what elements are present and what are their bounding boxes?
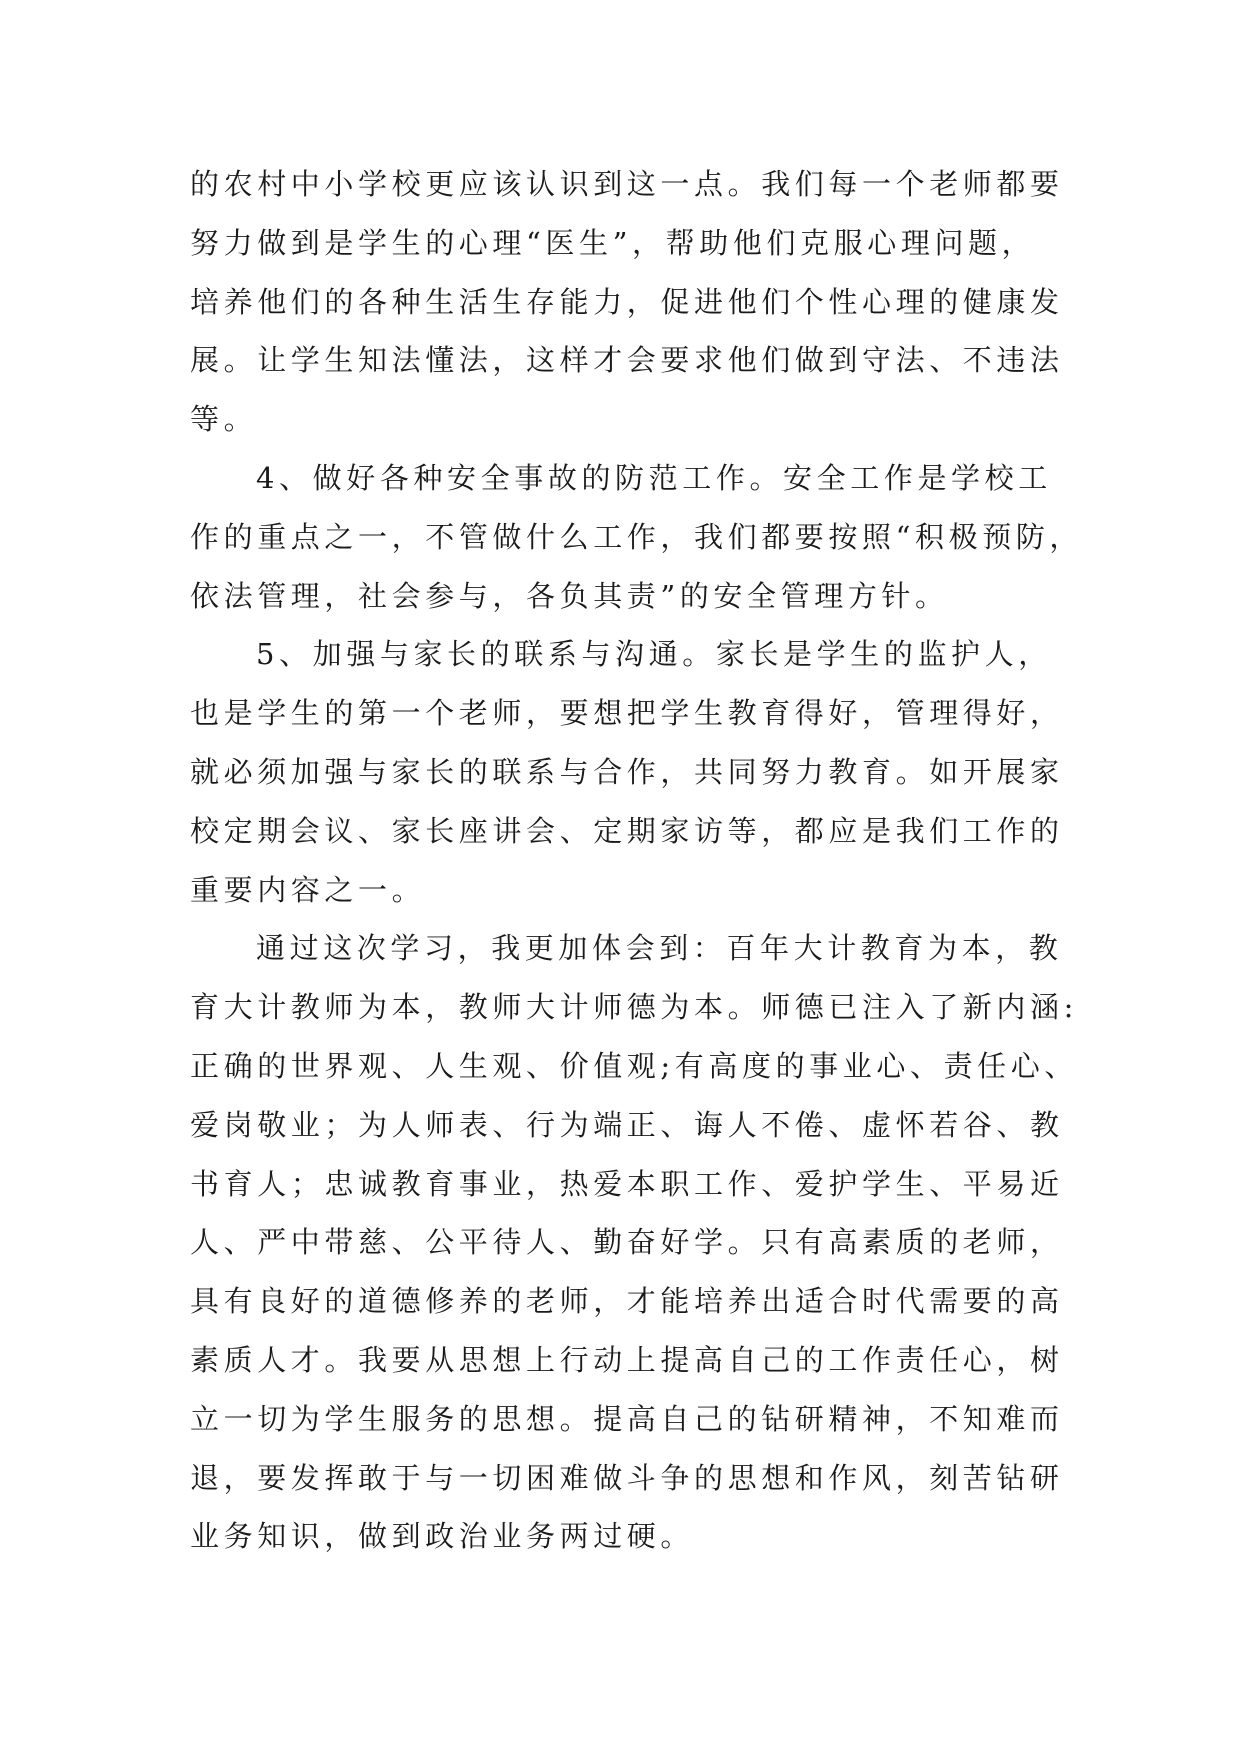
paragraph-first-line: 通过这次学习，我更加体会到：百年大计教育为本，教 <box>256 931 1063 966</box>
text-line: 等。 <box>190 402 258 437</box>
text-line: 重要内容之一。 <box>190 872 426 907</box>
text-line: 正确的世界观、人生观、价值观;有高度的事业心、责任心、 <box>190 1048 1078 1083</box>
text-line: 努力做到是学生的心理“医生”，帮助他们克服心理问题， <box>190 225 1036 260</box>
text-line: 育大计教师为本，教师大计师德为本。师德已注入了新内涵: <box>190 990 1078 1025</box>
text-line: 也是学生的第一个老师，要想把学生教育得好，管理得好， <box>190 696 1064 731</box>
text-line: 退，要发挥敢于与一切困难做斗争的思想和作风，刻苦钻研 <box>190 1460 1064 1495</box>
text-line: 作的重点之一，不管做什么工作，我们都要按照“积极预防， <box>190 519 1084 554</box>
text-line: 人、严中带慈、公平待人、勤奋好学。只有高素质的老师， <box>190 1225 1064 1260</box>
text-line: 立一切为学生服务的思想。提高自己的钻研精神，不知难而 <box>190 1401 1064 1436</box>
text-line: 校定期会议、家长座讲会、定期家访等，都应是我们工作的 <box>190 813 1064 848</box>
paragraph-first-line: 4、做好各种安全事故的防范工作。安全工作是学校工 <box>256 460 1052 495</box>
body-text <box>190 155 1084 1566</box>
text-line: 具有良好的道德修养的老师，才能培养出适合时代需要的高 <box>190 1284 1064 1319</box>
text-line: 依法管理，社会参与，各负其责”的安全管理方针。 <box>190 578 949 613</box>
text-line: 展。让学生知法懂法，这样才会要求他们做到守法、不违法 <box>190 343 1064 378</box>
text-line: 培养他们的各种生活生存能力，促进他们个性心理的健康发 <box>190 284 1064 319</box>
text-line: 书育人；忠诚教育事业，热爱本职工作、爱护学生、平易近 <box>190 1166 1064 1201</box>
text-line: 爱岗敬业；为人师表、行为端正、诲人不倦、虚怀若谷、教 <box>190 1107 1064 1142</box>
text-line: 就必须加强与家长的联系与合作，共同努力教育。如开展家 <box>190 754 1064 789</box>
text-line: 的农村中小学校更应该认识到这一点。我们每一个老师都要 <box>190 167 1064 201</box>
text-line: 素质人才。我要从思想上行动上提高自己的工作责任心，树 <box>190 1342 1064 1377</box>
paragraph-first-line: 5、加强与家长的联系与沟通。家长是学生的监护人， <box>256 637 1052 672</box>
text-line: 业务知识，做到政治业务两过硬。 <box>190 1519 695 1554</box>
